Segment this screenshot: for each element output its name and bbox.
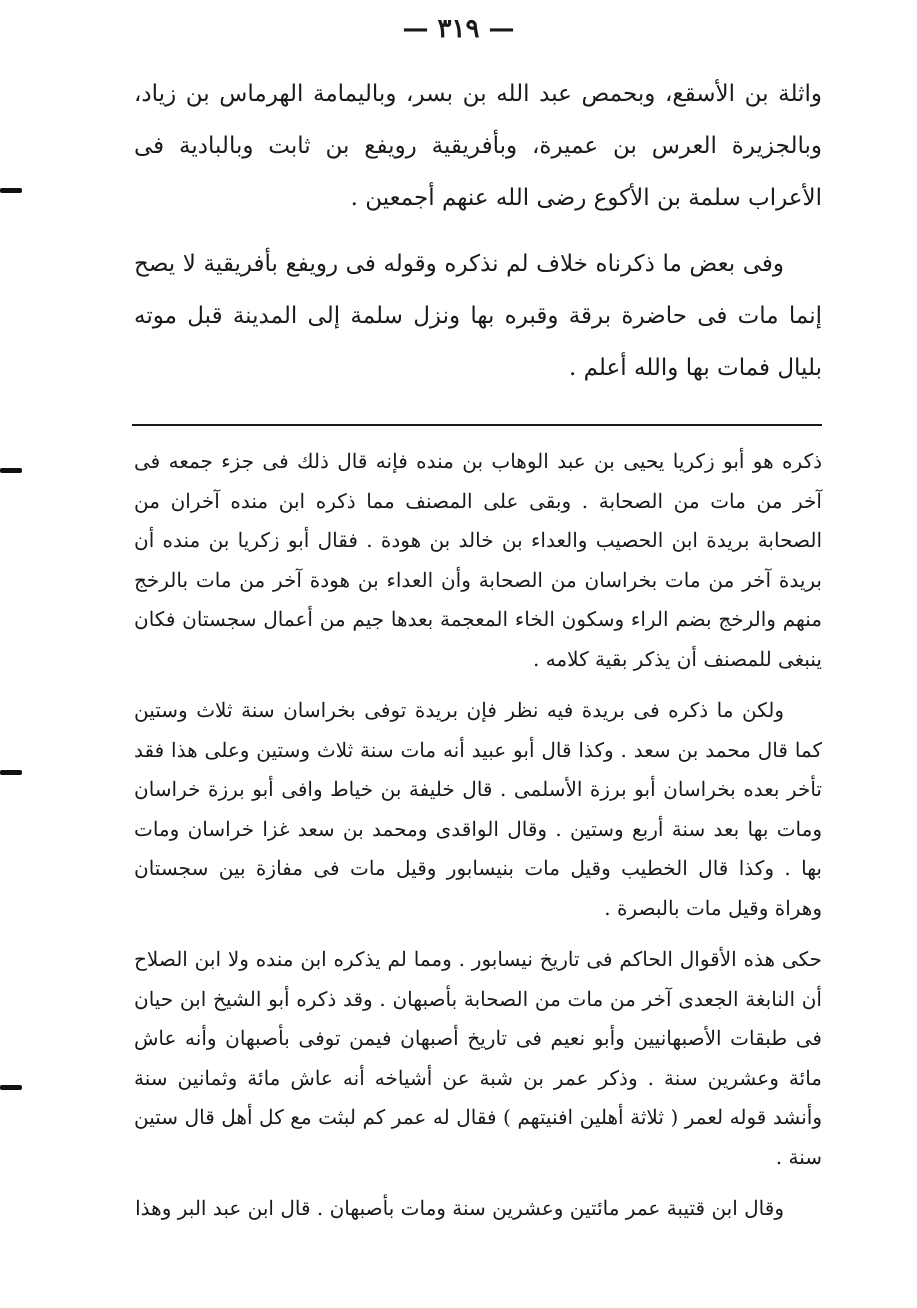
main-paragraph-2: وفى بعض ما ذكرناه خلاف لم نذكره وقوله فى رويفع بأفريقية لا يصح إنما مات فى حاضرة برقة وقبره بها ونزل سلمة إلى المدينة قبل موته بليال فمات بها والله أعلم . [134, 251, 822, 381]
main-paragraph-1: واثلة بن الأسقع، وبحمص عبد الله بن بسر، وباليمامة الهرماس بن زياد، وبالجزيرة العرس بن عميرة، وبأفريقية رويفع بن ثابت وبالبادية فى الأعراب سلمة بن الأكوع رضى الله عنهم أجمعين . [134, 81, 822, 211]
margin-binding-mark [0, 468, 22, 473]
margin-binding-mark [0, 188, 22, 193]
footnote-paragraph-2: ولكن ما ذكره فى بريدة فيه نظر فإن بريدة توفى بخراسان سنة ثلاث وستين كما قال محمد بن سعد . وكذا قال أبو عبيد أنه مات سنة ثلاث وستين وعلى هذا فقد تأخر بعده بخراسان أبو برزة الأسلمى . قال خليفة بن خياط وافى أبو برزة خراسان ومات بها بعد سنة أربع وستين . وقال الواقدى ومحمد بن سعد غزا خراسان ومات بها . وكذا قال الخطيب وقيل مات بنيسابور وقيل مات فى مفازة بين سجستان وهراة وقيل مات بالبصرة . [134, 698, 822, 920]
margin-binding-mark [0, 770, 22, 775]
footnote-separator [132, 424, 822, 426]
margin-binding-mark [0, 1085, 22, 1090]
footnote-paragraph-1: ذكره هو أبو زكريا يحيى بن عبد الوهاب بن منده فإنه قال ذلك فى جزء جمعه فى آخر من مات من الصحابة . وبقى على المصنف مما ذكره ابن منده آخران من الصحابة بريدة ابن الحصيب والعداء بن خالد بن هودة . فقال أبو زكريا بن منده أن بريدة آخر من مات بخراسان من الصحابة وأن العداء بن هودة آخر من مات بالرخج منهم والرخج بضم الراء وسكون الخاء المعجمة بعدها جيم من أعمال سجستان فكان ينبغى للمصنف أن يذكر بقية كلامه . [134, 449, 822, 671]
page-number: — ٣١٩ — [402, 14, 515, 44]
footnote-paragraph-4: وقال ابن قتيبة عمر مائتين وعشرين سنة ومات بأصبهان . قال ابن عبد البر وهذا [135, 1196, 784, 1220]
footnote-text [134, 442, 822, 1229]
footnote-paragraph-3: حكى هذه الأقوال الحاكم فى تاريخ نيسابور . ومما لم يذكره ابن منده ولا ابن الصلاح أن النابغة الجعدى آخر من مات من الصحابة بأصبهان . وقد ذكره أبو الشيخ ابن حيان فى طبقات الأصبهانيين وأبو نعيم فى تاريخ أصبهان فيمن توفى بأصبهان وأنه عاش مائة وعشرين سنة . وذكر عمر بن شبة عن أشياخه أنه عاش مائة وثمانين سنة وأنشد قوله لعمر ( ثلاثة أهلين افنيتهم ) فقال له عمر كم لبثت مع كل أهل قال ستين سنة . [134, 947, 822, 1169]
main-text [134, 68, 822, 394]
